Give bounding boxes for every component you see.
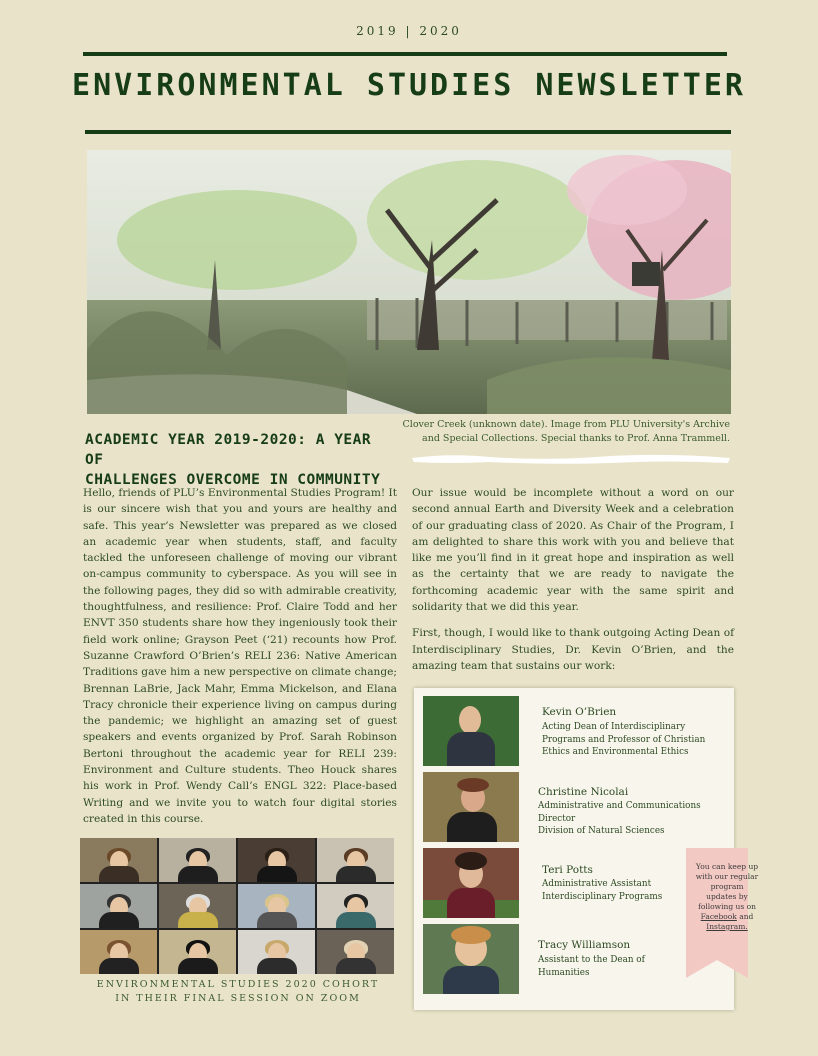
team-role-line: Division of Natural Sciences — [538, 826, 665, 836]
team-role — [538, 800, 701, 838]
team-photo-tracy — [423, 924, 519, 994]
team-role-line: Director — [538, 813, 576, 824]
team-role-line: Interdisciplinary Programs — [542, 891, 663, 902]
team-role-line: Ethics and Environmental Ethics — [542, 747, 689, 757]
ribbon-line: following us on — [698, 902, 756, 911]
thanks-paragraph: First, though, I would like to thank outgoing Acting Dean of Interdisciplinary Studies, Dr. Kevin O’Brien, and the amazing team that sustains our work: — [412, 627, 734, 672]
intro-paragraph: Hello, friends of PLU’s Environmental Studies Program! It is our sincere wish that you and yours are healthy and safe. This year’s Newsletter was prepared as we closed an academic year when students, staff, and faculty tackled the unforeseen challenge of moving our vibrant on-campus community to cyberspace. As you will see in the following pages, they did so with admirable creativity, thoughtfulness, and resilience: Prof. Claire Todd and her ENVT 350 students share how they ingeniously took their field work online; Grayson Peet (‘21) recounts how Prof. Suzanne Crawford O’Brien’s RELI 236: Native American Traditions gave him a new perspective on climate change; Brennan LaBrie, Jack Mahr, Emma Mickelson, and Elana Tracy chronicle their experience living on campus during the pandemic; we highlight an amazing set of guest speakers and events organized by Prof. Sarah Robinson Bertoni throughout the academic year for RELI 239: Environment and Culture students. Theo Houck shares his work in Prof. Wendy Call’s ENGL 322: Place-based Writing and we invite you to watch four digital stories created in this course. — [83, 487, 397, 825]
facebook-link[interactable]: Facebook — [700, 912, 737, 921]
earth-week-paragraph: Our issue would be incomplete without a word on our second annual Earth and Diversity Week and a celebration of our graduating class of 2020. As Chair of the Program, I am delighted to share this work with you and believe that like me you’ll find in it great hope and inspiration as well as the certainty that we are ready to navigate the forthcoming academic year with the same spirit and solidarity that we did this year. — [412, 487, 734, 614]
hero-illustration — [87, 150, 731, 414]
newsletter-title: ENVIRONMENTAL STUDIES NEWSLETTER — [72, 68, 746, 103]
brush-stroke-divider — [410, 452, 732, 466]
zoom-tile — [159, 838, 236, 882]
team-name: Teri Potts — [542, 864, 593, 876]
issue-year: 2019 | 2020 — [356, 24, 462, 38]
team-role — [542, 878, 662, 903]
ribbon-line — [690, 922, 764, 932]
header-top-rule — [83, 52, 727, 56]
ribbon-line: with our regular — [695, 872, 759, 881]
team-role — [542, 721, 705, 759]
team-photo-teri — [423, 848, 519, 918]
team-role — [538, 954, 645, 979]
hero-image-clover-creek — [87, 150, 731, 414]
team-name: Tracy Williamson — [538, 939, 631, 951]
zoom-tile — [238, 838, 315, 882]
social-ribbon-text — [690, 862, 764, 932]
ribbon-and: and — [736, 912, 754, 921]
ribbon-line: program — [710, 882, 744, 891]
hero-caption — [400, 418, 730, 446]
ribbon-line: You can keep up — [695, 862, 759, 871]
article-heading-line-2: CHALLENGES OVERCOME IN COMMUNITY — [85, 472, 381, 488]
zoom-cohort-photo — [80, 838, 394, 974]
team-name: Christine Nicolai — [538, 786, 629, 798]
team-role-line: Administrative Assistant — [542, 879, 652, 889]
team-role-line: Humanities — [538, 967, 590, 978]
team-role-line: Acting Dean of Interdisciplinary — [542, 722, 686, 732]
hero-caption-line-2: and Special Collections. Special thanks to Prof. Anna Trammell. — [422, 433, 730, 444]
article-heading-line-1: ACADEMIC YEAR 2019-2020: A YEAR OF — [85, 432, 372, 468]
zoom-photo-caption — [80, 978, 396, 1006]
team-role-line: Assistant to the Dean of — [538, 955, 645, 965]
zoom-tile — [159, 930, 236, 974]
team-role-line: Programs and Professor of Christian — [542, 734, 706, 745]
zoom-tile — [317, 838, 394, 882]
ribbon-line: updates by — [706, 892, 748, 901]
zoom-tile — [80, 838, 157, 882]
zoom-tile — [159, 884, 236, 928]
instagram-link[interactable]: Instagram. — [706, 922, 748, 931]
zoom-tile — [238, 884, 315, 928]
hero-caption-line-1: Clover Creek (unknown date). Image from PLU University's Archive — [402, 419, 730, 430]
team-photo-kevin — [423, 696, 519, 766]
zoom-tile — [238, 930, 315, 974]
zoom-tile — [80, 930, 157, 974]
left-column — [83, 485, 397, 827]
ribbon-line — [690, 912, 764, 922]
zoom-tile — [317, 884, 394, 928]
right-column — [412, 485, 734, 684]
team-role-line: Administrative and Communications — [538, 801, 701, 811]
article-heading — [85, 430, 395, 490]
team-name: Kevin O’Brien — [542, 706, 617, 718]
zoom-caption-line-1: ENVIRONMENTAL STUDIES 2020 COHORT — [96, 979, 380, 990]
header-bottom-rule — [85, 130, 731, 134]
zoom-caption-line-2: IN THEIR FINAL SESSION ON ZOOM — [115, 993, 361, 1004]
team-photo-christine — [423, 772, 519, 842]
zoom-tile — [80, 884, 157, 928]
zoom-tile — [317, 930, 394, 974]
